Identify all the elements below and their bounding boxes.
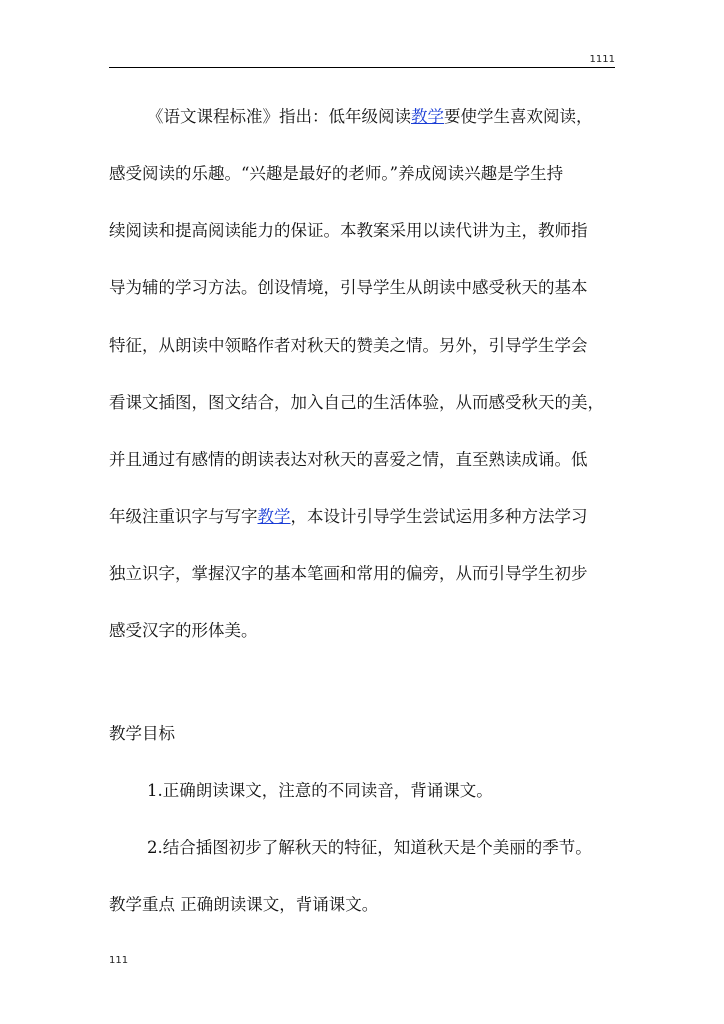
paragraph-line-10: 感受汉字的形体美。 (109, 621, 258, 640)
paragraph-line-4: 导为辅的学习方法。创设情境，引导学生从朗读中感受秋天的基本 (109, 278, 588, 297)
paragraph-text: 年级注重识字与写字 (109, 507, 258, 526)
objectives-heading: 教学目标 (109, 724, 175, 743)
paragraph-line-5: 特征，从朗读中领略作者对秋天的赞美之情。另外，引导学生学会 (109, 336, 588, 355)
paragraph-text: ，本设计引导学生尝试运用多种方法学习 (290, 507, 588, 526)
paragraph-line-6: 看课文插图，图文结合，加入自己的生活体验，从而感受秋天的美， (109, 393, 604, 412)
teaching-focus: 教学重点 正确朗读课文，背诵课文。 (109, 895, 379, 914)
paragraph-text: 要使学生喜欢阅读， (444, 107, 593, 126)
paragraph-line-2: 感受阅读的乐趣。“兴趣是最好的老师。”养成阅读兴趣是学生持 (109, 164, 564, 183)
paragraph-line-7: 并且通过有感情的朗读表达对秋天的喜爱之情，直至熟读成诵。低 (109, 450, 588, 469)
paragraph-line-9: 独立识字，掌握汉字的基本笔画和常用的偏旁，从而引导学生初步 (109, 564, 588, 583)
header-rule (109, 67, 615, 68)
paragraph-line-3: 续阅读和提高阅读能力的保证。本教案采用以读代讲为主，教师指 (109, 221, 588, 240)
teaching-link[interactable]: 教学 (257, 507, 291, 526)
paragraph-text: 《语文课程标准》指出：低年级阅读 (147, 107, 411, 126)
paragraph-line-1 (147, 107, 657, 127)
paragraph-line-8 (109, 507, 619, 527)
header-page-number: 1111 (589, 54, 615, 65)
teaching-link[interactable]: 教学 (411, 107, 444, 126)
objective-item-2: 2.结合插图初步了解秋天的特征，知道秋天是个美丽的季节。 (147, 838, 592, 857)
objective-item-1: 1.正确朗读课文，注意的不同读音，背诵课文。 (147, 781, 493, 800)
footer-page-number: 111 (109, 955, 129, 966)
